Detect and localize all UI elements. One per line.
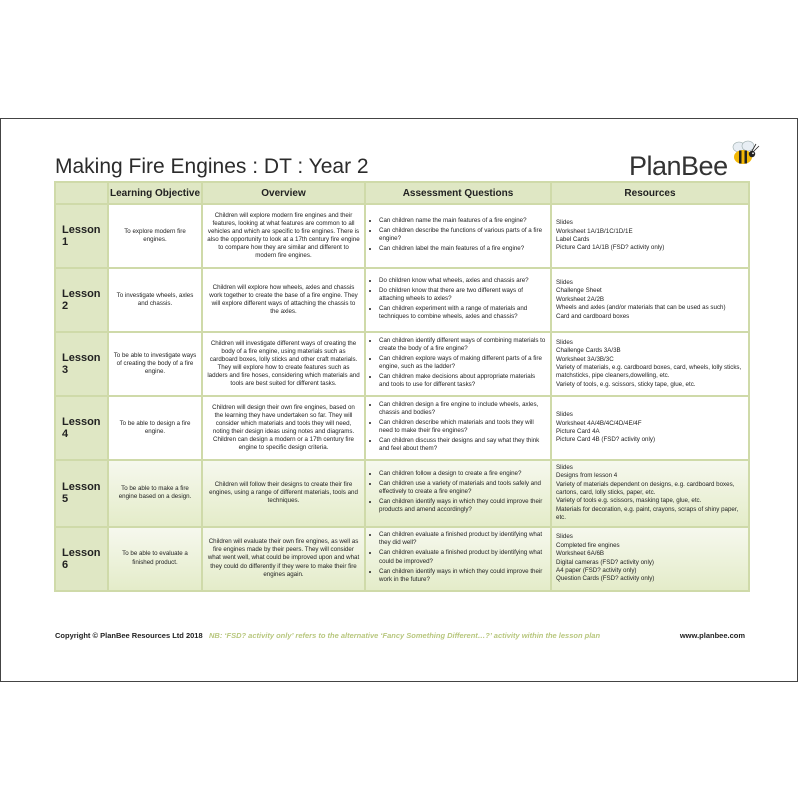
resource-item: Variety of tools, e.g. scissors, sticky tape, glue, etc. <box>556 380 696 388</box>
resource-item: Slides <box>556 464 573 471</box>
learning-objective: To explore modern fire engines. <box>108 204 202 268</box>
question-item: • Can children describe the functions of various parts of a fire engine? <box>379 227 546 243</box>
question-item: • Can children identify ways in which they could improve their products and amend accordingly? <box>379 498 546 514</box>
table-row <box>55 396 749 460</box>
question-item: • Do children know what wheels, axles and chassis are? <box>379 277 546 285</box>
resource-item: Picture Card 1A/1B (FSD? activity only) <box>556 244 665 252</box>
resource-item: Materials for decoration, e.g. paint, crayons, scraps of shiny paper, etc. <box>556 505 739 522</box>
question-item: • Can children follow a design to create a fire engine? <box>379 470 546 478</box>
assessment-questions <box>365 527 551 591</box>
header-resources: Resources <box>551 182 749 204</box>
table-row <box>55 332 749 396</box>
resource-item: Picture Card 4A <box>556 428 600 435</box>
question-item: • Can children evaluate a finished product by identifying what they did well? <box>379 531 546 547</box>
resource-item: Worksheet 4A/4B/4C/4D/4E/4F <box>556 419 642 427</box>
header-learning-objective: Learning Objective <box>108 182 202 204</box>
header-cell-blank <box>55 182 108 204</box>
logo-text: PlanBee <box>629 151 728 181</box>
resource-item: Variety of materials, e.g. cardboard boxes, card, wheels, lolly sticks, matchsticks, pipe cleaners,dowelling, etc. <box>556 364 742 380</box>
resource-item: Designs from lesson 4 <box>556 472 618 480</box>
question-item: • Can children identify different ways of combining materials to create the body of a fire engine? <box>379 337 546 353</box>
resources <box>551 460 749 527</box>
learning-objective: To be able to make a fire engine based on a design. <box>108 460 202 527</box>
learning-objective: To be able to design a fire engine. <box>108 396 202 460</box>
lesson-plan-page <box>0 118 798 682</box>
resource-item: Challenge Cards 3A/3B <box>556 347 621 355</box>
header-assessment-questions: Assessment Questions <box>365 182 551 204</box>
question-item: • Can children name the main features of a fire engine? <box>379 217 546 225</box>
learning-objective: To be able to investigate ways of creating the body of a fire engine. <box>108 332 202 396</box>
resource-item: Worksheet 2A/2B <box>556 295 605 303</box>
lesson-label: Lesson 1 <box>55 204 108 268</box>
resource-item: Card and cardboard boxes <box>556 312 630 320</box>
question-item: • Can children evaluate a finished product by identifying what could be improved? <box>379 549 546 565</box>
question-item: • Can children design a fire engine to include wheels, axles, chassis and bodies? <box>379 401 546 417</box>
lesson-label: Lesson 2 <box>55 268 108 332</box>
question-item: • Can children experiment with a range of materials and techniques to combine wheels, axles and chassis? <box>379 305 546 321</box>
resource-item: Variety of materials dependent on designs, e.g. cardboard boxes, cartons, card, lolly sticks, paper, etc. <box>556 480 735 497</box>
table-row <box>55 460 749 527</box>
website-link[interactable]: www.planbee.com <box>679 631 745 640</box>
learning-objective: To investigate wheels, axles and chassis. <box>108 268 202 332</box>
lesson-label: Lesson 4 <box>55 396 108 460</box>
assessment-questions <box>365 268 551 332</box>
resource-item: Slides <box>556 533 573 541</box>
overview: Children will follow their designs to create their fire engines, using a range of different materials, tools and techniques. <box>202 460 365 527</box>
overview: Children will explore how wheels, axles and chassis work together to create the base of a fire engine. They will explore different ways of attaching the chassis to the axles. <box>202 268 365 332</box>
lesson-label: Lesson 3 <box>55 332 108 396</box>
resource-item: Question Cards (FSD? activity only) <box>556 575 655 583</box>
resources <box>551 527 749 591</box>
question-item: • Can children make decisions about appropriate materials and tools to use for different tasks? <box>379 373 546 389</box>
resource-item: Variety of tools e.g. scissors, masking tape, glue, etc. <box>556 497 702 505</box>
table-row <box>55 268 749 332</box>
fsd-note: NB: ‘FSD? activity only’ refers to the alternative ‘Fancy Something Different…?’ activity within the lesson plan <box>209 631 601 640</box>
table-row <box>55 527 749 591</box>
lesson-plan-table <box>54 181 750 592</box>
table-row <box>55 204 749 268</box>
overview: Children will investigate different ways of creating the body of a fire engine, using materials such as cardboard boxes, lolly sticks and other craft materials. They will explore how to create features such as ladders and fire hoses, considering which materials and tools are best suited for different tasks. <box>202 332 365 396</box>
copyright-text: Copyright © PlanBee Resources Ltd 2018 <box>55 631 203 640</box>
resources <box>551 204 749 268</box>
resource-item: Slides <box>556 338 573 346</box>
bee-icon <box>725 139 761 169</box>
overview: Children will explore modern fire engines and their features, looking at what features are common to all vehicles and which are specific to fire engines. There is also the opportunity to look at a 17th century fire engine to compare how they are similar and different to modern fire engines. <box>202 204 365 268</box>
overview: Children will evaluate their own fire engines, as well as fire engines made by their peers. They will consider what went well, what could be improved upon and what they could do differently if they were to make their fire engines again. <box>202 527 365 591</box>
resource-item: Picture Card 4B (FSD? activity only) <box>556 436 656 444</box>
resource-item: Worksheet 1A/1B/1C/1D/1E <box>556 227 633 235</box>
resources <box>551 268 749 332</box>
page-title: Making Fire Engines : DT : Year 2 <box>55 155 369 178</box>
resource-item: Wheels and axles (and/or materials that can be used as such) <box>556 304 726 312</box>
resource-item: Digital cameras (FSD? activity only) <box>556 558 654 566</box>
assessment-questions <box>365 460 551 527</box>
lesson-label: Lesson 6 <box>55 527 108 591</box>
question-item: • Do children know that there are two different ways of attaching wheels to axles? <box>379 287 546 303</box>
question-item: • Can children identify ways in which they could improve their work in the future? <box>379 568 546 584</box>
resource-item: Slides <box>556 219 573 227</box>
resources <box>551 332 749 396</box>
resource-item: Worksheet 6A/6B <box>556 550 605 558</box>
resource-item: Completed fire engines <box>556 541 620 549</box>
resource-item: A4 paper (FSD? activity only) <box>556 566 637 574</box>
header-row <box>55 182 749 204</box>
lesson-label: Lesson 5 <box>55 460 108 527</box>
resource-item: Slides <box>556 411 573 419</box>
question-item: • Can children label the main features of a fire engine? <box>379 245 546 253</box>
question-item: • Can children use a variety of materials and tools safely and effectively to create a fire engine? <box>379 480 546 496</box>
planbee-logo <box>629 151 728 182</box>
question-item: • Can children explore ways of making different parts of a fire engine, such as the ladder? <box>379 355 546 371</box>
resource-item: Slides <box>556 279 573 287</box>
resource-item: Worksheet 3A/3B/3C <box>556 355 614 363</box>
resource-item: Label Cards <box>556 236 590 243</box>
overview: Children will design their own fire engines, based on the learning they have undertaken so far. They will consider which materials and tools they will need, noting their design ideas using notes and diagrams. Children can design a modern or a 17th century fire engine to specific design criteria. <box>202 396 365 460</box>
question-item: • Can children describe which materials and tools they will need to make their fire engines? <box>379 419 546 435</box>
assessment-questions <box>365 396 551 460</box>
resource-item: Challenge Sheet <box>556 287 602 295</box>
assessment-questions <box>365 332 551 396</box>
question-item: • Can children discuss their designs and say what they think and feel about them? <box>379 437 546 453</box>
assessment-questions <box>365 204 551 268</box>
resources <box>551 396 749 460</box>
learning-objective: To be able to evaluate a finished product. <box>108 527 202 591</box>
header-overview: Overview <box>202 182 365 204</box>
